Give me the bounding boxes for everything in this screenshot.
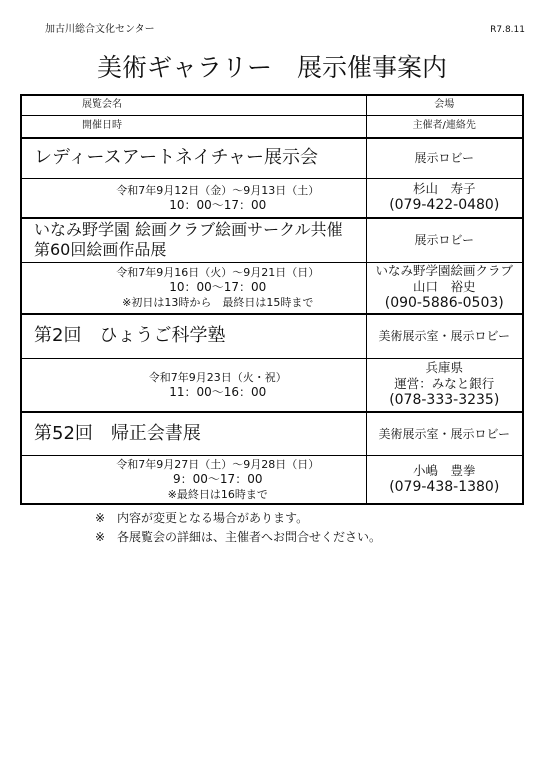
table-header-row [21,95,523,115]
event-time: 10：00～17：00 [169,197,267,212]
event-date-row [21,358,523,412]
event-time: 10：00～17：00 [169,280,267,295]
event-date: 令和7年9月23日（火・祝） [148,370,287,384]
event-venue: 展示ロビー [366,218,523,262]
event-name-cell [21,412,366,455]
notes-list [95,509,381,547]
event-date-row [21,455,523,504]
event-name: 第52回 帰正会書展 [34,422,201,444]
event-organizer-cell [366,358,523,412]
event-time: 11：00～16：00 [169,384,267,399]
event-contact: (090-5886-0503) [384,295,504,312]
header-date: R7.8.11 [490,25,525,35]
table-header-datetime: 開催日時 [21,115,366,138]
event-name-row [21,314,523,358]
event-organizer: 兵庫県 [425,360,463,376]
event-organizer-cell [366,178,523,218]
event-organizer: いなみ野学園絵画クラブ [375,263,513,279]
event-venue: 展示ロビー [366,138,523,178]
event-date: 令和7年9月12日（金）～9月13日（土） [116,183,320,197]
table-header-venue: 会場 [366,95,523,115]
table-header-name: 展覧会名 [21,95,366,115]
event-name-cell [21,138,366,178]
table-header-organizer: 主催者/連絡先 [366,115,523,138]
event-name: 第60回絵画作品展 [34,240,167,260]
event-datetime-cell [21,178,366,218]
table-header-row [21,115,523,138]
event-date: 令和7年9月16日（火）～9月21日（日） [116,266,320,280]
event-organizer-cell [366,455,523,504]
event-organizer: 運営：みなと銀行 [394,376,495,392]
event-name-row [21,218,523,262]
event-time: 9：00～17：00 [173,471,263,486]
event-datetime-cell [21,358,366,412]
event-date-row [21,262,523,314]
event-note: ※最終日は16時まで [167,487,268,501]
event-organizer: 山口 裕史 [412,279,476,295]
event-date: 令和7年9月27日（土）～9月28日（日） [116,457,320,471]
event-contact: (079-438-1380) [389,478,500,495]
event-datetime-cell [21,455,366,504]
event-note: ※初日は13時から 最終日は15時まで [122,296,314,310]
event-name-row [21,138,523,178]
page-title: 美術ギャラリー 展示催事案内 [96,53,447,82]
event-organizer-cell [366,262,523,314]
event-name-row [21,412,523,455]
event-organizer: 小嶋 豊拳 [412,462,476,478]
event-venue: 美術展示室・展示ロビー [366,314,523,358]
event-contact: (079-422-0480) [389,197,500,214]
event-datetime-cell [21,262,366,314]
schedule-table [20,94,524,505]
event-contact: (078-333-3235) [389,392,500,409]
note-item: ※ 各展覧会の詳細は、主催者へお問合せください。 [95,530,382,544]
event-name-cell [21,218,366,262]
header-organization: 加古川総合文化センター [45,24,155,35]
event-name: レディースアートネイチャー展示会 [34,147,319,169]
event-venue: 美術展示室・展示ロビー [366,412,523,455]
event-name: いなみ野学園 絵画クラブ絵画サークル共催 [34,220,343,240]
note-item: ※ 内容が変更となる場合があります。 [95,511,309,525]
event-organizer: 杉山 寿子 [412,181,476,197]
event-name: 第2回 ひょうご科学塾 [34,325,226,347]
event-date-row [21,178,523,218]
event-name-cell [21,314,366,358]
